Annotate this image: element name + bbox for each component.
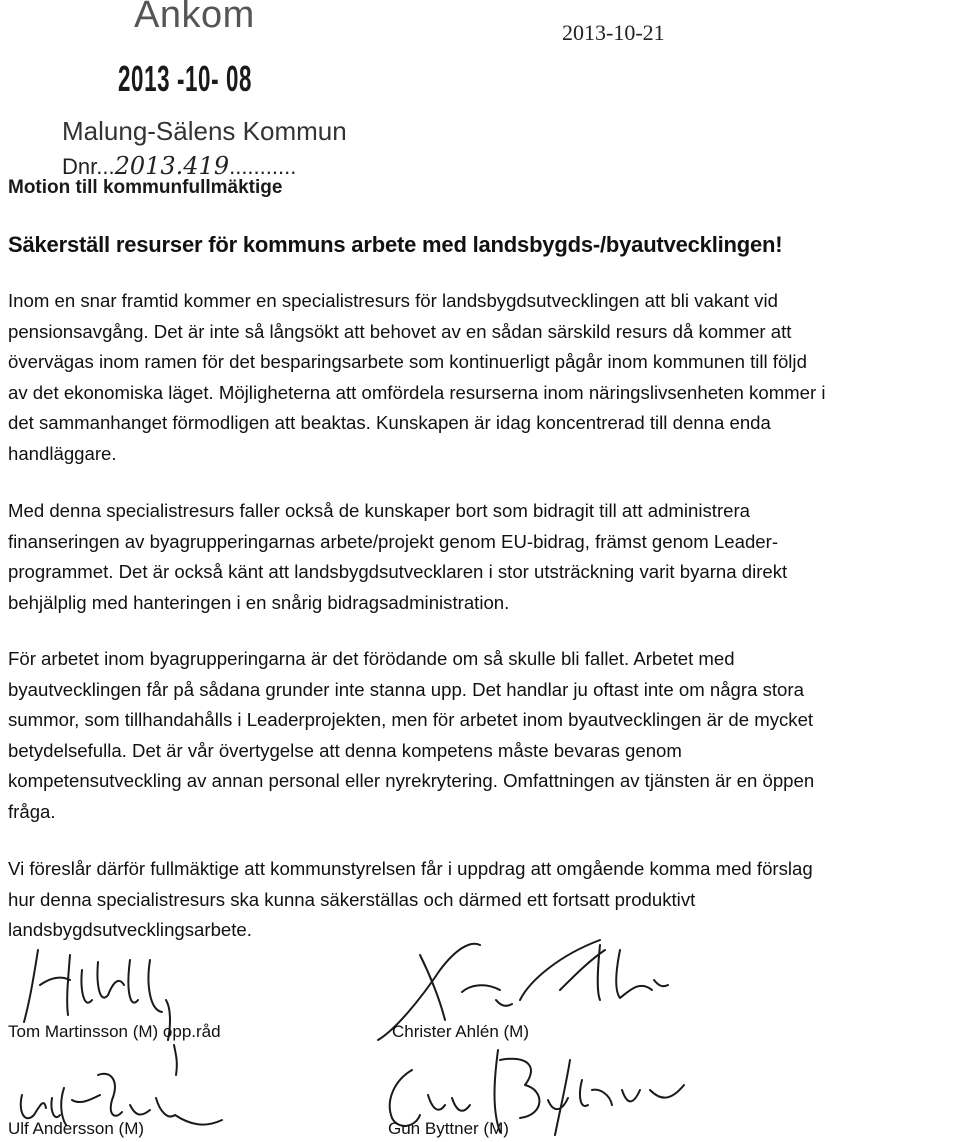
stamp-dnr-number: 2013.419 (114, 152, 230, 180)
stamp-received-label: Ankom (134, 0, 255, 36)
signature-name-3: Ulf Andersson (M) (8, 1119, 145, 1138)
body-paragraph-2: Med denna specialistresurs faller också de kunskaper bort som bidragit till att administrera finanseringen av byagrupperingarnas arbete/projekt genom EU-bidrag, främst genom Leader-programmet. Det är också känt att landsbygdsutvecklaren i stor utsträckning varit byarna direkt behjälplig med hanteringen i en snårig bidragsadministration. (8, 500, 788, 613)
document-date: 2013-10-21 (562, 20, 665, 45)
stamp-dnr-dots: ........... (229, 154, 297, 179)
signature-ulf-andersson (21, 1074, 222, 1125)
stamp-received-date: 2013 -10- 08 (118, 58, 253, 99)
body-paragraph-4: Vi föreslår därför fullmäktige att kommunstyrelsen får i uppdrag att omgående komma med förslag hur denna specialistresurs ska kunna säkerställas och därmed ett fortsatt produktivt landsbygdsutvecklingsarbete. (8, 858, 813, 940)
signature-name-1: Tom Martinsson (M) opp.råd (8, 1022, 221, 1041)
signature-name-4: Gun Byttner (M) (388, 1119, 509, 1138)
document-label: Motion till kommunfullmäktige (8, 177, 283, 198)
document-heading: Säkerställ resurser för kommuns arbete med landsbygds-/byautvecklingen! (8, 232, 783, 257)
stamp-organization: Malung-Sälens Kommun (62, 116, 347, 146)
body-paragraph-3: För arbetet inom byagrupperingarna är det förödande om så skulle bli fallet. Arbetet med byautvecklingen får på sådana grunder inte stanna upp. Det handlar ju oftast inte om några stora summor, som tillhandahålls i Leaderprojekten, men för arbetet inom byautvecklingen är de mycket betydelsefulla. Det är vår övertygelse att denna kompetens måste bevaras genom kompetensutveckling av annan personal eller nyrekrytering. Omfattningen av tjänsten är en öppen fråga. (8, 648, 815, 822)
stamp-dnr-label: Dnr... (62, 154, 115, 179)
signature-name-2: Christer Ahlén (M) (392, 1022, 529, 1041)
body-paragraph-1: Inom en snar framtid kommer en specialistresurs för landsbygdsutvecklingen att bli vakant vid pensionsavgång. Det är inte så långsökt att behovet av en sådan särskild resurs då kommer att övervägas inom ramen för det besparingsarbete som kontinuerligt pågår inom kommunen till följd av det ekonomiska läget. Möjligheterna att omfördela resurserna inom näringslivsenheten kommer i det sammanhanget förmodligen att beaktas. Kunskapen är idag koncentrerad till denna enda handläggare. (8, 290, 826, 464)
